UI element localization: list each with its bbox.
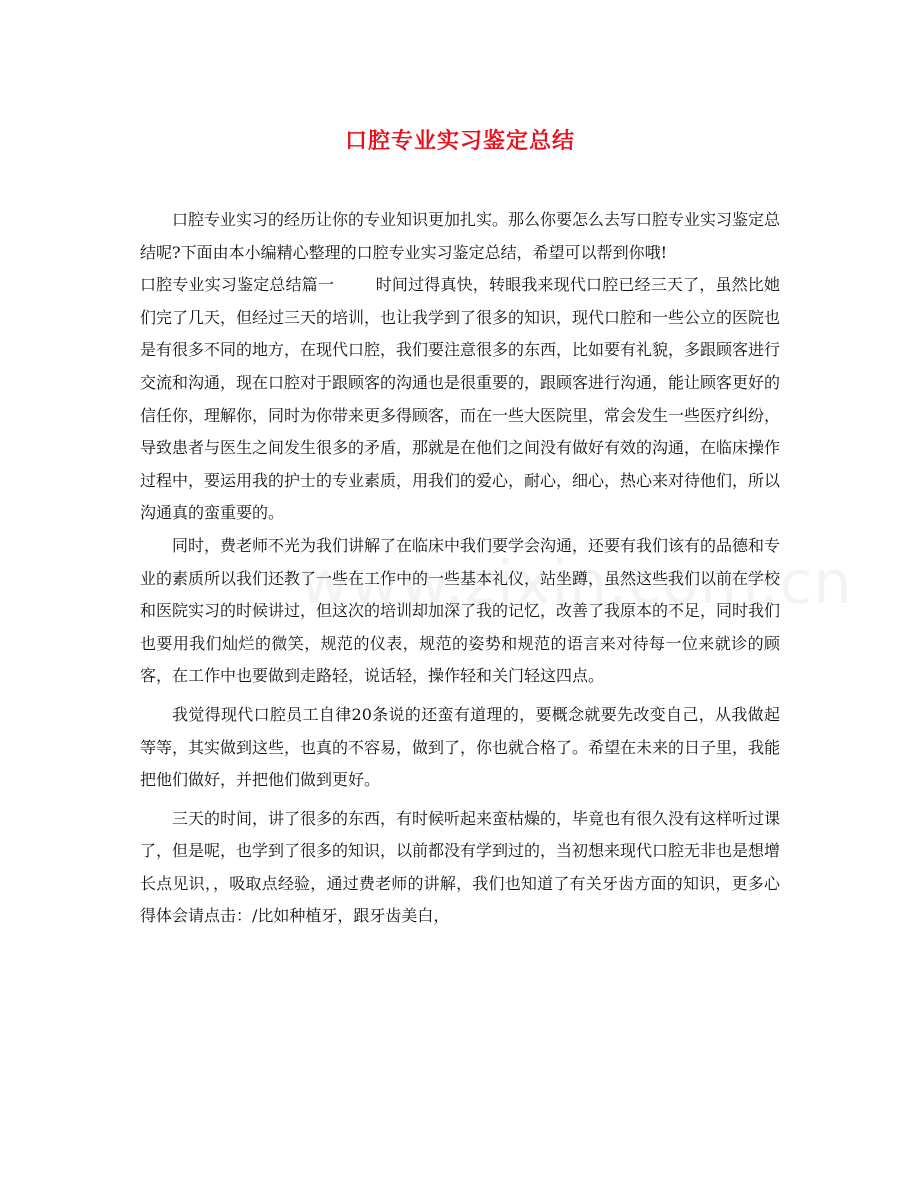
body-paragraph-1: 同时，费老师不光为我们讲解了在临床中我们要学会沟通，还要有我们该有的品德和专业的素质所以我们还教了一些在工作中的一些基本礼仪，站坐蹲，虽然这些我们以前在学校和医院实习的时候讲过，但这次的培训却加深了我的记忆，改善了我原本的不足，同时我们也要用我们灿烂的微笑，规范的仪表，规范的姿势和规范的语言来对待每一位来就诊的顾客，在工作中也要做到走路轻，说话轻，操作轻和关门轻这四点。	[140, 535, 781, 686]
document-title: 口腔专业实习鉴定总结	[344, 128, 575, 154]
section-first-paragraph: 时间过得真快，转眼我来现代口腔已经三天了，虽然比她们完了几天，但经过三天的培训，也让我学到了很多的知识，现代口腔和一些公立的医院也是有很多不同的地方，在现代口腔，我们要注意很多的东西，比如要有礼貌，多跟顾客进行交流和沟通，现在口腔对于跟顾客的沟通也是很重要的，跟顾客进行沟通，能让顾客更好的信任你，理解你，同时为你带来更多得顾客，而在一些大医院里，常会发生一些医疗纠纷，导致患者与医生之间发生很多的矛盾，那就是在他们之间没有做好有效的沟通，在临床操作过程中，要运用我的护士的专业素质，用我们的爱心，耐心，细心，热心来对待他们，所以沟通真的蛮重要的。	[140, 275, 781, 523]
section-paragraph	[140, 269, 780, 530]
document-body	[140, 204, 780, 933]
section-heading: 口腔专业实习鉴定总结篇一	[140, 275, 335, 295]
body-paragraph-3: 三天的时间，讲了很多的东西，有时候听起来蛮枯燥的，毕竟也有很久没有这样听过课了，但是呢，也学到了很多的知识，以前都没有学到过的，当初想来现代口腔无非也是想增长点见识，，吸取点经验，通过费老师的讲解，我们也知道了有关牙齿方面的知识，更多心得体会请点击：/比如种植牙，跟牙齿美白，	[140, 808, 781, 926]
intro-paragraph: 口腔专业实习的经历让你的专业知识更加扎实。那么你要怎么去写口腔专业实习鉴定总结呢?下面由本小编精心整理的口腔专业实习鉴定总结，希望可以帮到你哦!	[140, 210, 781, 262]
body-paragraph-2: 我觉得现代口腔员工自律20条说的还蛮有道理的，要概念就要先改变自己，从我做起等等，其实做到这些，也真的不容易，做到了，你也就合格了。希望在未来的日子里，我能把他们做好，并把他们做到更好。	[140, 704, 781, 790]
